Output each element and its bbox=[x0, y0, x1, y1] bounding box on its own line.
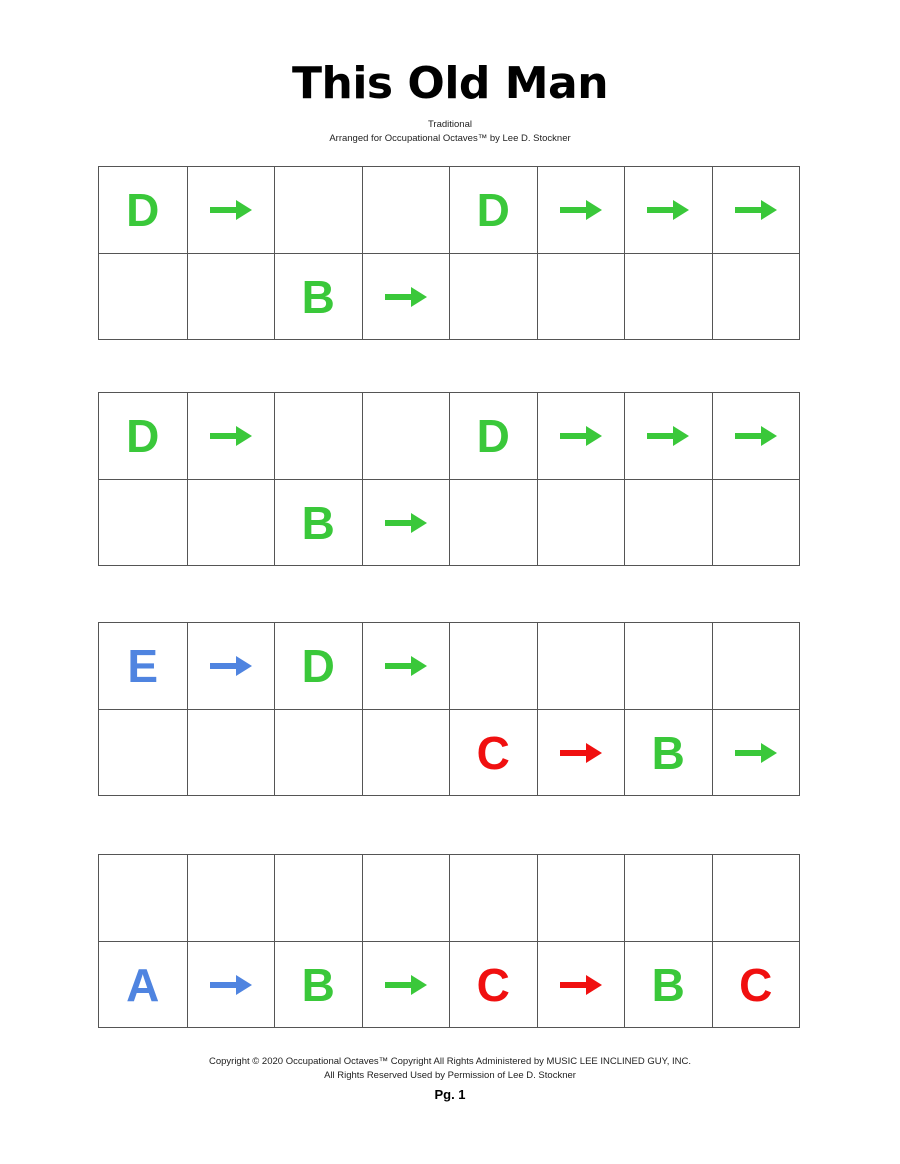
note-cell: A bbox=[126, 959, 160, 1011]
empty-cell bbox=[187, 254, 275, 340]
empty-cell bbox=[624, 254, 712, 340]
arrow-icon bbox=[537, 393, 625, 479]
right-arrow-icon bbox=[560, 425, 602, 447]
note-cell: D bbox=[449, 167, 537, 253]
empty-cell bbox=[712, 623, 800, 709]
right-arrow-icon bbox=[735, 199, 777, 221]
empty-cell bbox=[99, 254, 187, 340]
right-arrow-icon bbox=[385, 974, 427, 996]
note-grid-3 bbox=[98, 622, 800, 796]
empty-cell bbox=[449, 254, 537, 340]
empty-cell bbox=[449, 623, 537, 709]
empty-cell bbox=[449, 855, 537, 941]
right-arrow-icon bbox=[560, 199, 602, 221]
right-arrow-icon bbox=[735, 425, 777, 447]
right-arrow-icon bbox=[560, 974, 602, 996]
right-arrow-icon bbox=[210, 974, 252, 996]
grid-row bbox=[99, 253, 799, 340]
note-cell: B bbox=[274, 254, 362, 340]
note-cell: B bbox=[274, 480, 362, 566]
arrow-icon bbox=[624, 393, 712, 479]
note-cell: C bbox=[449, 942, 537, 1028]
note-cell: B bbox=[624, 710, 712, 796]
page-number: Pg. 1 bbox=[434, 1087, 466, 1102]
note-grid-2 bbox=[98, 392, 800, 566]
right-arrow-icon bbox=[385, 655, 427, 677]
copyright-line: Copyright © 2020 Occupational Octaves™ Copyright All Rights Administered by MUSIC LEE INCLINED GUY, INC. bbox=[208, 1056, 692, 1067]
empty-cell bbox=[537, 254, 625, 340]
arrow-icon bbox=[537, 710, 625, 796]
arrow-icon bbox=[187, 623, 275, 709]
empty-cell bbox=[624, 855, 712, 941]
grid-row bbox=[99, 855, 799, 941]
note-cell: C bbox=[712, 942, 800, 1028]
grid-row bbox=[99, 393, 799, 479]
empty-cell bbox=[187, 855, 275, 941]
arrow-icon bbox=[537, 167, 625, 253]
arrow-icon bbox=[712, 710, 800, 796]
arrow-icon bbox=[362, 623, 450, 709]
subtitle-traditional: Traditional bbox=[427, 119, 472, 130]
arrow-icon bbox=[712, 167, 800, 253]
empty-cell bbox=[362, 393, 450, 479]
note-cell: B bbox=[624, 942, 712, 1028]
arrow-icon bbox=[537, 942, 625, 1028]
note-cell: D bbox=[274, 623, 362, 709]
empty-cell bbox=[187, 710, 275, 796]
right-arrow-icon bbox=[210, 199, 252, 221]
empty-cell bbox=[274, 710, 362, 796]
right-arrow-icon bbox=[560, 742, 602, 764]
grid-row bbox=[99, 709, 799, 796]
empty-cell bbox=[712, 480, 800, 566]
note-cell: C bbox=[449, 710, 537, 796]
note-grid-1 bbox=[98, 166, 800, 340]
empty-cell bbox=[537, 480, 625, 566]
empty-cell bbox=[712, 855, 800, 941]
arrow-icon bbox=[624, 167, 712, 253]
arrow-icon bbox=[362, 942, 450, 1028]
grid-row bbox=[99, 167, 799, 253]
note-cell: D bbox=[126, 410, 160, 462]
arrow-icon bbox=[187, 393, 275, 479]
grid-row bbox=[99, 479, 799, 566]
empty-cell bbox=[99, 710, 187, 796]
empty-cell bbox=[187, 480, 275, 566]
arrow-icon bbox=[187, 942, 275, 1028]
note-cell: D bbox=[449, 393, 537, 479]
note-cell: D bbox=[126, 184, 160, 236]
song-title: This Old Man bbox=[291, 58, 609, 109]
right-arrow-icon bbox=[647, 199, 689, 221]
right-arrow-icon bbox=[210, 425, 252, 447]
arrow-icon bbox=[712, 393, 800, 479]
empty-cell bbox=[624, 623, 712, 709]
permission-line: All Rights Reserved Used by Permission of Lee D. Stockner bbox=[324, 1070, 576, 1081]
empty-cell bbox=[362, 710, 450, 796]
empty-cell bbox=[274, 855, 362, 941]
empty-cell bbox=[362, 855, 450, 941]
right-arrow-icon bbox=[647, 425, 689, 447]
right-arrow-icon bbox=[735, 742, 777, 764]
right-arrow-icon bbox=[210, 655, 252, 677]
arrow-icon bbox=[187, 167, 275, 253]
note-cell: E bbox=[127, 640, 159, 692]
empty-cell bbox=[537, 623, 625, 709]
empty-cell bbox=[274, 167, 362, 253]
empty-cell bbox=[274, 393, 362, 479]
arrow-icon bbox=[362, 254, 450, 340]
right-arrow-icon bbox=[385, 286, 427, 308]
right-arrow-icon bbox=[385, 512, 427, 534]
grid-row bbox=[99, 941, 799, 1028]
subtitle-arranger: Arranged for Occupational Octaves™ by Lee D. Stockner bbox=[329, 133, 571, 144]
empty-cell bbox=[99, 855, 187, 941]
grid-row bbox=[99, 623, 799, 709]
note-cell: B bbox=[274, 942, 362, 1028]
empty-cell bbox=[712, 254, 800, 340]
empty-cell bbox=[449, 480, 537, 566]
empty-cell bbox=[537, 855, 625, 941]
empty-cell bbox=[99, 480, 187, 566]
empty-cell bbox=[624, 480, 712, 566]
empty-cell bbox=[362, 167, 450, 253]
note-grid-4 bbox=[98, 854, 800, 1028]
arrow-icon bbox=[362, 480, 450, 566]
